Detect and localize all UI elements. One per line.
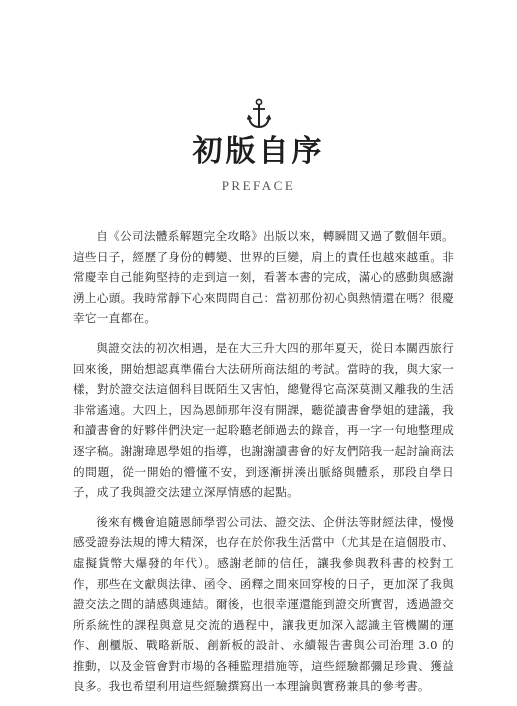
paragraph-1: 自《公司法體系解題完全攻略》出版以來，轉瞬間又過了數個年頭。這些日子，經歷了身份的轉變、世界的巨變，肩上的責任也越來越重。非常慶幸自己能夠堅持的走到這一刻，看著本書的完成，滿心的感動與感謝湧上心頭。我時常靜下心來問問自己：當初那份初心與熱情還在嗎？很慶幸它一直都在。: [73, 229, 454, 326]
preface-body: [73, 226, 454, 706]
chapter-title: 初版自序: [192, 134, 325, 169]
chapter-subtitle: PREFACE: [221, 178, 296, 193]
paragraph-2: 與證交法的初次相遇，是在大三升大四的那年夏天，從日本關西旅行回來後，開始想認真準備台大法研所商法組的考試。當時的我，與大家一樣，對於證交法這個科目既陌生又害怕，總覺得它高深莫測又離我的生活非常遙遠。大四上，因為恩師那年沒有開課，聽從讀書會學姐的建議，我和讀書會的好夥伴們決定一起聆聽老師過去的錄音，再一字一句地整理成逐字稿。謝謝瑋恩學姐的指導，也謝謝讀書會的好友們陪我一起討論商法的問題，從一開始的懵懂不安，到逐漸拼湊出脈絡與體系，那段自學日子，成了我與證交法建立深厚情感的起點。: [73, 340, 454, 500]
paragraph-3: 後來有機會追隨恩師學習公司法、證交法、企併法等財經法律，慢慢感受證券法規的博大精深，也存在於你我生活當中（尤其是在這個股市、虛擬貨幣大爆發的年代）。感謝老師的信任，讓我參與教科書的校對工作，那些在文獻與法律、函令、函釋之間來回穿梭的日子，更加深了我與證交法之間的請感與連結。爾後，也很幸運還能到證交所實習，透過證交所系統性的課程與意見交流的過程中，讓我更加深入認識主管機關的運作、創櫃版、戰略新版、創新板的設計、永續報告書與公司治理 3.0 的推動，以及金管會對市場的各種監理措施等，這些經驗都彌足珍貴、獲益良多。我也希望利用這些經驗撰寫出一本理論與實務兼具的參考書。: [73, 514, 454, 694]
anchor-icon: [245, 98, 273, 130]
